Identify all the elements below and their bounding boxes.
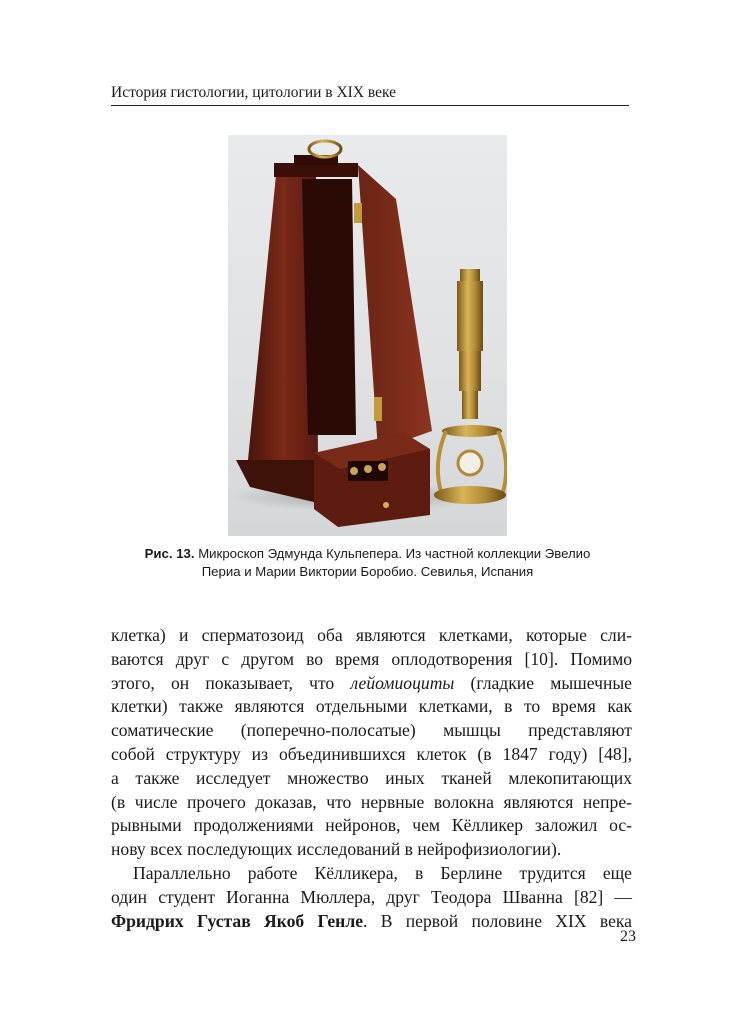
person-name-henle: Фридрих Густав Якоб Генле xyxy=(111,910,364,931)
body-line: клетки) также являются отдельными клетками, в то время как xyxy=(111,696,632,717)
body-line: (в числе прочего доказав, что нервные волокна являются непре- xyxy=(111,791,632,812)
microscope-case-illustration xyxy=(228,135,507,536)
running-header: История гистологии, цитологии в XIX веке xyxy=(111,84,629,106)
body-line: ваются друг с другом во время оплодотворения [10]. Помимо xyxy=(111,648,632,669)
body-line: соматические (поперечно-полосатые) мышцы представляют xyxy=(111,720,632,741)
caption-line-1 xyxy=(100,545,635,563)
body-line: а также исследует множество иных тканей млекопитающих xyxy=(111,767,632,788)
body-line: Параллельно работе Кёлликера, в Берлине трудится еще xyxy=(133,862,632,883)
body-line xyxy=(111,910,632,934)
caption-figure-number: Рис. 13. xyxy=(144,546,195,561)
caption-text-1: Микроскоп Эдмунда Кульпепера. Из частной коллекции Эвелио xyxy=(194,546,591,561)
body-text-run: этого, он показывает, что xyxy=(111,672,351,693)
body-paragraphs xyxy=(111,624,632,933)
body-line: один студент Иоганна Мюллера, друг Теодора Шванна [82] — xyxy=(111,886,632,907)
body-line: нову всех последующих исследований в нейрофизиологии). xyxy=(111,839,562,860)
figure-microscope-photo xyxy=(228,135,507,536)
term-leiomyocytes: лейомиоциты xyxy=(350,672,455,693)
body-text-run: (гладкие мышечные xyxy=(454,672,632,693)
body-text-run: . В первой половине XIX века xyxy=(363,910,632,931)
caption-line-2: Периа и Марии Виктории Боробио. Севилья, Испания xyxy=(201,564,534,579)
body-line: клетка) и сперматозоид оба являются клетками, которые сли- xyxy=(111,625,632,645)
page-number: 23 xyxy=(620,928,636,945)
body-line: собой структуру из объединившихся клеток (в 1847 году) [48], xyxy=(111,743,632,764)
body-line xyxy=(111,672,632,696)
body-line: рывными продолжениями нейронов, чем Кёлликер заложил ос- xyxy=(111,815,632,836)
figure-caption xyxy=(100,545,635,581)
